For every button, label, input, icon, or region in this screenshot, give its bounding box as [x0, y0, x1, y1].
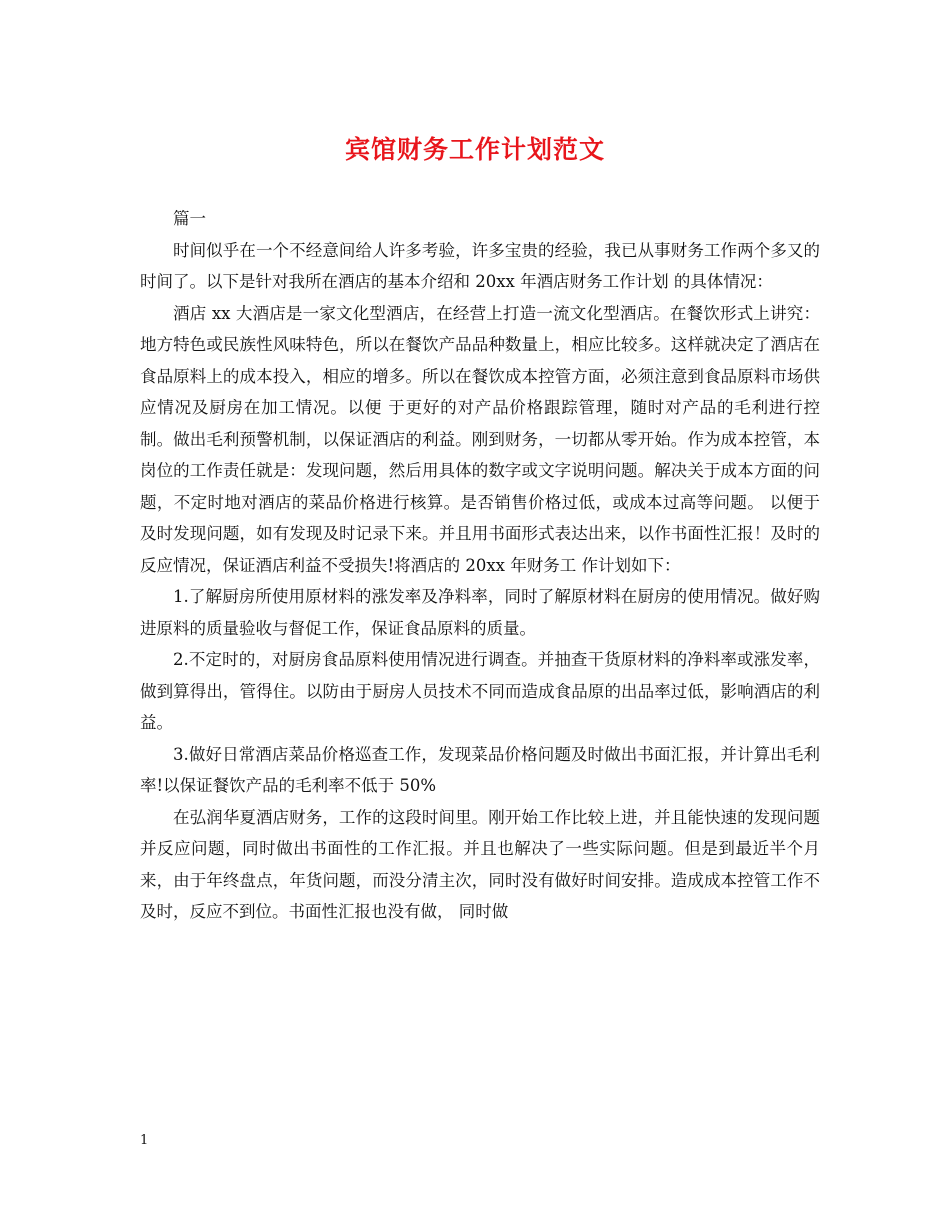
page-number: 1: [140, 1133, 149, 1148]
paragraph-review: 在弘润华夏酒店财务，工作的这段时间里。刚开始工作比较上进，并且能快速的发现问题并反应问题，同时做出书面性的工作汇报。并且也解决了一些实际问题。但是到最近半个月来，由于年终盘点，年货问题，而没分清主次，同时没有做好时间安排。造成成本控管工作不及时，反应不到位。书面性汇报也没有做， 同时做: [140, 807, 820, 921]
plan-item-3: 3.做好日常酒店菜品价格巡查工作，发现菜品价格问题及时做出书面汇报，并计算出毛利率!以保证餐饮产品的毛利率不低于 50%: [140, 744, 820, 795]
plan-item-1: 1.了解厨房所使用原材料的涨发率及净料率，同时了解原材料在厨房的使用情况。做好购进原料的质量验收与督促工作，保证食品原料的质量。: [140, 587, 820, 638]
paragraph-hotel-overview: 酒店 xx 大酒店是一家文化型酒店，在经营上打造一流文化型酒店。在餐饮形式上讲究：地方特色或民族性风味特色，所以在餐饮产品品种数量上，相应比较多。这样就决定了酒店在食品原料上的成本投入，相应的增多。所以在餐饮成本控管方面，必须注意到食品原料市场供应情况及厨房在加工情况。以便 于更好的对产品价格跟踪管理，随时对产品的毛利进行控制。做出毛利预警机制，以保证酒店的利益。刚到财务，一切都从零开始。作为成本控管，本岗位的工作责任就是：发现问题，然后用具体的数字或文字说明问题。解决关于成本方面的问题，不定时地对酒店的菜品价格进行核算。是否销售价格过低，或成本过高等问题。 以便于及时发现问题，如有发现及时记录下来。并且用书面形式表达出来，以作书面性汇报！及时的反应情况，保证酒店利益不受损失!将酒店的 20xx 年财务工 作计划如下：: [140, 303, 820, 575]
section-heading: 篇一: [173, 209, 206, 228]
plan-item-2: 2.不定时的，对厨房食品原料使用情况进行调查。并抽查干货原材料的净料率或涨发率，做到算得出，管得住。以防由于厨房人员技术不同而造成食品原的出品率过低，影响酒店的利益。: [140, 650, 820, 732]
document-body: [140, 203, 820, 928]
document-title: 宾馆财务工作计划范文: [344, 135, 605, 164]
paragraph-intro: 时间似乎在一个不经意间给人许多考验，许多宝贵的经验，我已从事财务工作两个多又的时间了。以下是针对我所在酒店的基本介绍和 20xx 年酒店财务工作计划 的具体情况：: [140, 240, 820, 291]
